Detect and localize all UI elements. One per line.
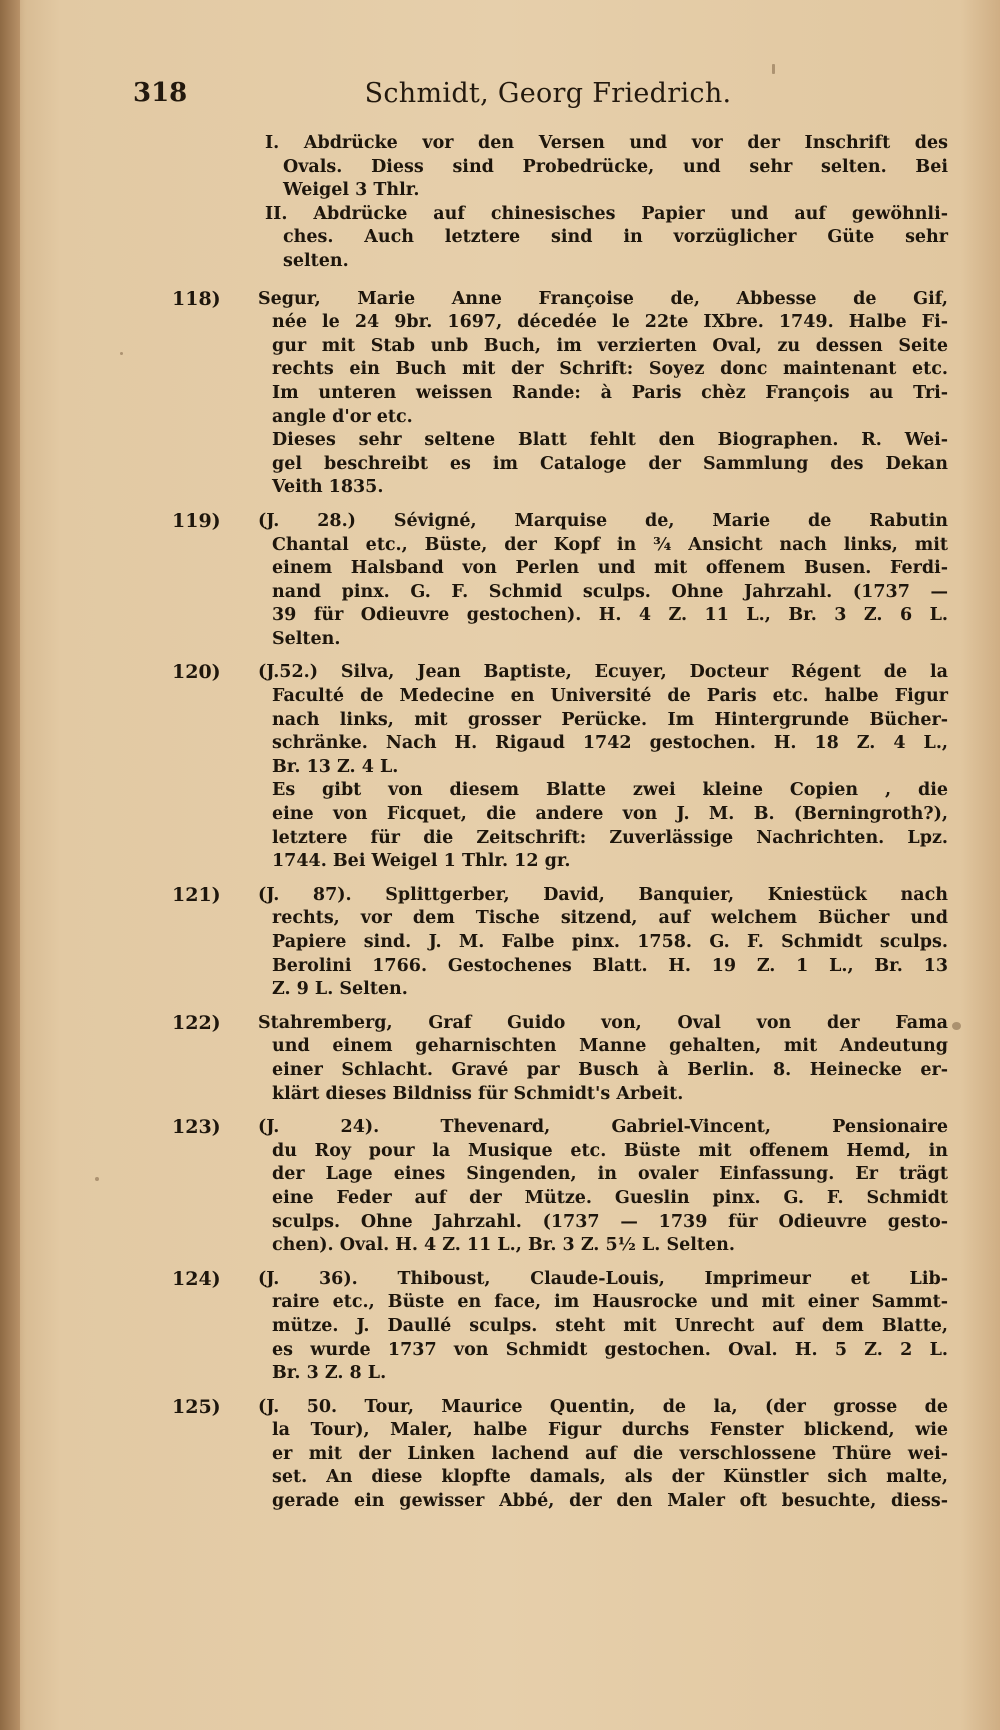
entry-paragraph (258, 429, 948, 500)
entry-paragraph (258, 288, 948, 430)
catalog-entry (172, 287, 948, 500)
entry-number: 118) (172, 287, 221, 310)
text-line: raire etc., Büste en face, im Hausrocke und mit einer Sammt- (272, 1292, 948, 1313)
text-line: einer Schlacht. Gravé par Busch à Berlin. 8. Heinecke er- (272, 1059, 948, 1080)
text-line: née le 24 9br. 1697, décedée le 22te IXbre. 1749. Halbe Fi- (272, 312, 948, 333)
text-line: la Tour), Maler, halbe Figur durchs Fenster blickend, wie (272, 1420, 948, 1441)
text-line: Ovals. Diess sind Probedrücke, und sehr selten. Bei (283, 156, 948, 177)
entry-paragraph (258, 1012, 948, 1106)
text-line: der Lage eines Singenden, in ovaler Einfassung. Er trägt (272, 1164, 948, 1185)
text-line: Br. 3 Z. 8 L. (272, 1363, 387, 1384)
text-line: du Roy pour la Musique etc. Büste mit offenem Hemd, in (272, 1140, 948, 1161)
text-line: (J. 87). Splittgerber, David, Banquier, Kniestück nach (258, 884, 948, 905)
page-title: Schmidt, Georg Friedrich. (364, 78, 732, 109)
text-line: Segur, Marie Anne Françoise de, Abbesse de Gif, (258, 288, 948, 309)
text-line: (J. 50. Tour, Maurice Quentin, de la, (der grosse de (258, 1396, 948, 1417)
text-line: 1744. Bei Weigel 1 Thlr. 12 gr. (272, 851, 571, 872)
catalog-entries (172, 287, 948, 1514)
catalog-entry (172, 1116, 948, 1258)
text-line: sculps. Ohne Jahrzahl. (1737 — 1739 für Odieuvre gesto- (272, 1211, 948, 1232)
entry-number: 124) (172, 1267, 221, 1290)
paper-speck (95, 1177, 99, 1181)
text-line: selten. (283, 250, 349, 271)
text-line: 39 für Odieuvre gestochen). H. 4 Z. 11 L., Br. 3 Z. 6 L. (272, 605, 948, 626)
text-line: und einem geharnischten Manne gehalten, mit Andeutung (272, 1036, 948, 1057)
text-line: Es gibt von diesem Blatte zwei kleine Copien , die (272, 780, 948, 801)
text-line: Selten. (272, 628, 341, 649)
page-body (172, 132, 948, 1514)
text-line: klärt dieses Bildniss für Schmidt's Arbeit. (272, 1083, 684, 1104)
text-line: gel beschreibt es im Cataloge der Sammlung des Dekan (272, 453, 948, 474)
text-line: Br. 13 Z. 4 L. (272, 756, 399, 777)
text-line: Papiere sind. J. M. Falbe pinx. 1758. G. F. Schmidt sculps. (272, 932, 948, 952)
text-line: Weigel 3 Thlr. (283, 180, 420, 201)
entry-paragraph (258, 779, 948, 873)
paper-speck (120, 352, 123, 355)
text-line: (J. 36). Thiboust, Claude-Louis, Imprimeur et Lib- (258, 1268, 948, 1289)
entry-paragraph (258, 1268, 948, 1386)
paper-speck (952, 1022, 961, 1030)
entry-number: 119) (172, 509, 221, 532)
text-line: Stahremberg, Graf Guido von, Oval von der Fama (258, 1012, 948, 1033)
text-line: Dieses sehr seltene Blatt fehlt den Biographen. R. Wei- (272, 430, 948, 451)
running-header (133, 78, 963, 118)
entry-number: 121) (172, 883, 221, 906)
preface-list (180, 132, 948, 274)
text-line: Im unteren weissen Rande: à Paris chèz François au Tri- (272, 382, 948, 403)
catalog-entry (172, 1011, 948, 1106)
text-line: gur mit Stab unb Buch, im verzierten Oval, zu dessen Seite (272, 335, 948, 356)
entry-number: 120) (172, 661, 221, 684)
text-line: rechts, vor dem Tische sitzend, auf welchem Bücher und (272, 908, 948, 929)
page-number: 318 (133, 78, 188, 108)
catalog-entry (172, 1395, 948, 1514)
text-line: Veith 1835. (272, 477, 384, 498)
entry-paragraph (258, 1116, 948, 1258)
text-line: es wurde 1737 von Schmidt gestochen. Oval. H. 5 Z. 2 L. (272, 1339, 948, 1360)
text-line: mütze. J. Daullé sculps. steht mit Unrecht auf dem Blatte, (272, 1315, 948, 1336)
text-line: nach links, mit grosser Perücke. Im Hintergrunde Bücher- (272, 709, 948, 730)
catalog-entry (172, 1267, 948, 1386)
text-line: einem Halsband von Perlen und mit offenem Busen. Ferdi- (272, 558, 948, 579)
catalog-entry (172, 883, 948, 1002)
text-line: (J.52.) Silva, Jean Baptiste, Ecuyer, Docteur Régent de la (258, 662, 948, 683)
text-line: (J. 28.) Sévigné, Marquise de, Marie de Rabutin (258, 510, 948, 531)
text-line: eine Feder auf der Mütze. Gueslin pinx. G. F. Schmidt (272, 1187, 948, 1208)
text-line: gerade ein gewisser Abbé, der den Maler oft besuchte, diess- (272, 1491, 948, 1512)
catalog-entry (172, 509, 948, 652)
text-line: er mit der Linken lachend auf die verschlossene Thüre wei- (272, 1443, 948, 1464)
entry-paragraph (258, 1396, 948, 1514)
text-line: Z. 9 L. Selten. (272, 979, 408, 1000)
paper-speck (772, 64, 775, 74)
text-line: letztere für die Zeitschrift: Zuverlässige Nachrichten. Lpz. (272, 827, 948, 848)
catalog-entry (172, 661, 948, 873)
entry-number: 122) (172, 1011, 221, 1034)
text-line: chen). Oval. H. 4 Z. 11 L., Br. 3 Z. 5½ L. Selten. (272, 1235, 735, 1256)
entry-paragraph (258, 884, 948, 1002)
text-line: I. Abdrücke vor den Versen und vor der Inschrift des (265, 133, 948, 153)
binding-edge (0, 0, 20, 1730)
entry-number: 125) (172, 1395, 221, 1418)
entry-paragraph (258, 510, 948, 652)
text-line: (J. 24). Thevenard, Gabriel-Vincent, Pensionaire (258, 1117, 948, 1138)
text-line: schränke. Nach H. Rigaud 1742 gestochen. H. 18 Z. 4 L., (272, 733, 948, 754)
text-line: Chantal etc., Büste, der Kopf in ¾ Ansicht nach links, mit (272, 534, 948, 555)
entry-number: 123) (172, 1116, 221, 1139)
text-line: nand pinx. G. F. Schmid sculps. Ohne Jahrzahl. (1737 — (272, 581, 948, 602)
text-line: set. An diese klopfte damals, als der Künstler sich malte, (272, 1467, 948, 1488)
entry-paragraph (258, 661, 948, 779)
text-line: Berolini 1766. Gestochenes Blatt. H. 19 Z. 1 L., Br. 13 (272, 955, 948, 976)
text-line: angle d'or etc. (272, 406, 413, 427)
text-line: Faculté de Medecine en Université de Paris etc. halbe Figur (272, 686, 948, 707)
text-line: ches. Auch letztere sind in vorzüglicher Güte sehr (283, 227, 948, 248)
text-line: eine von Ficquet, die andere von J. M. B. (Berningroth?), (272, 804, 948, 825)
text-line: rechts ein Buch mit der Schrift: Soyez donc maintenant etc. (272, 359, 948, 380)
text-line: II. Abdrücke auf chinesisches Papier und auf gewöhnli- (265, 203, 948, 224)
